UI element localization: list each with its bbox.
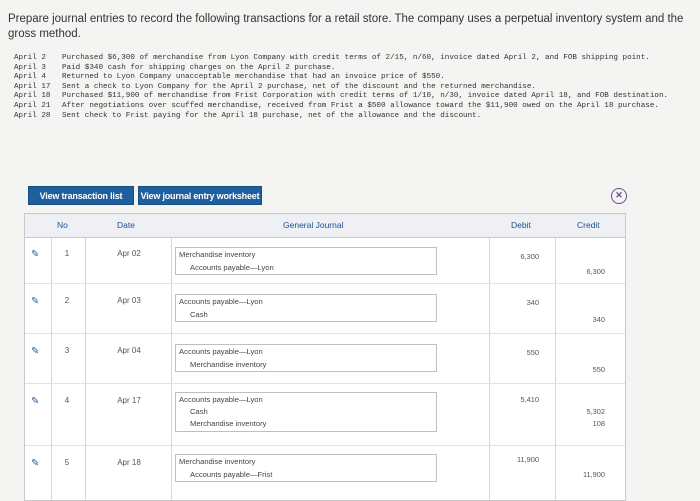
table-header <box>25 214 626 238</box>
transaction-text: Sent a check to Lyon Company for the April 2 purchase, net of the discount and the returned merchandise. <box>62 82 536 91</box>
pencil-icon[interactable]: ✎ <box>31 346 40 357</box>
credit-amount: 6,300 <box>586 267 605 276</box>
transaction-item <box>14 92 694 102</box>
account-field[interactable] <box>175 294 437 322</box>
transaction-text: Purchased $6,300 of merchandise from Lyon Company with credit terms of 2/15, n/60, invoice dated April 2, and FOB shipping point. <box>62 54 650 62</box>
transaction-date: April 18 <box>14 92 51 101</box>
debit-amount: 340 <box>526 298 539 307</box>
transaction-text: Purchased $11,900 of merchandise from Frist Corporation with credit terms of 1/10, n/30, invoice dated April 18, and FOB destination. <box>62 92 669 101</box>
instructions-text: Prepare journal entries to record the following transactions for a retail store. The company uses a perpetual inventory system and the gross method. <box>8 13 684 40</box>
entry-number: 4 <box>64 396 70 405</box>
transaction-date: April 17 <box>14 82 51 91</box>
transaction-text: Paid $340 cash for shipping charges on the April 2 purchase. <box>62 63 336 72</box>
credit-account: Cash <box>190 407 208 416</box>
account-field[interactable] <box>175 454 437 482</box>
credit-account: Cash <box>190 310 208 319</box>
credit-amount: 550 <box>592 365 605 374</box>
view-transaction-list-button[interactable]: View transaction list <box>28 186 134 205</box>
transaction-item <box>14 112 694 122</box>
debit-account: Accounts payable—Lyon <box>179 347 263 356</box>
debit-account: Accounts payable—Lyon <box>179 297 263 306</box>
entry-number: 3 <box>64 346 70 355</box>
entry-date: Apr 18 <box>117 458 141 467</box>
header-debit: Debit <box>511 220 531 230</box>
transaction-date: April 28 <box>14 111 51 120</box>
credit-amount: 11,900 <box>582 470 605 479</box>
pencil-icon[interactable]: ✎ <box>31 249 40 260</box>
close-circle-icon[interactable]: ✕ <box>611 188 627 204</box>
table-row <box>25 384 626 446</box>
credit-amount: 5,302 <box>586 407 605 416</box>
entry-number: 2 <box>64 296 70 305</box>
entry-date: Apr 17 <box>117 396 141 405</box>
debit-amount: 6,300 <box>520 252 539 261</box>
debit-account: Merchandise inventory <box>179 457 256 466</box>
account-field[interactable] <box>175 392 437 432</box>
credit-account: Accounts payable—Lyon <box>190 263 274 272</box>
header-general-journal: General Journal <box>283 220 344 230</box>
credit-account: Merchandise inventory <box>190 360 267 369</box>
transaction-item <box>14 64 694 74</box>
view-journal-worksheet-button[interactable]: View journal entry worksheet <box>138 186 262 205</box>
transaction-text: Returned to Lyon Company unacceptable merchandise that had an invoice price of $550. <box>62 73 445 82</box>
credit-amount: 108 <box>592 419 605 428</box>
transaction-date: April 21 <box>14 101 51 110</box>
entry-number: 5 <box>64 458 70 467</box>
credit-amount: 340 <box>592 315 605 324</box>
transaction-item <box>14 102 694 112</box>
transaction-text: Sent check to Frist paying for the April 18 purchase, net of the allowance and the discount. <box>62 111 482 120</box>
transaction-date: April 2 <box>14 54 46 62</box>
debit-amount: 5,410 <box>520 395 539 404</box>
transaction-date: April 4 <box>14 73 46 82</box>
header-credit: Credit <box>577 220 600 230</box>
account-field[interactable] <box>175 344 437 372</box>
journal-table <box>24 213 626 501</box>
table-row <box>25 446 626 492</box>
entry-date: Apr 03 <box>117 296 141 305</box>
entry-date: Apr 04 <box>117 346 141 355</box>
entry-number: 1 <box>64 249 70 258</box>
pencil-icon[interactable]: ✎ <box>31 396 40 407</box>
transaction-list <box>14 54 694 121</box>
table-row <box>25 334 626 384</box>
table-row <box>25 284 626 334</box>
transaction-date: April 3 <box>14 63 46 72</box>
header-date: Date <box>117 220 135 230</box>
credit-account: Accounts payable—Frist <box>190 470 273 479</box>
table-row <box>25 238 626 284</box>
transaction-item <box>14 73 694 83</box>
debit-amount: 11,900 <box>516 455 539 464</box>
debit-account: Merchandise inventory <box>179 250 256 259</box>
entry-date: Apr 02 <box>117 249 141 258</box>
debit-account: Accounts payable—Lyon <box>179 395 263 404</box>
account-field[interactable] <box>175 247 437 275</box>
pencil-icon[interactable]: ✎ <box>31 296 40 307</box>
transaction-item <box>14 83 694 93</box>
debit-amount: 550 <box>526 348 539 357</box>
transaction-text: After negotiations over scuffed merchandise, received from Frist a $500 allowance toward the $11,900 owed on the April 18 purchase. <box>62 101 659 110</box>
transaction-item <box>14 54 694 64</box>
credit-account: Merchandise inventory <box>190 419 267 428</box>
pencil-icon[interactable]: ✎ <box>31 458 40 469</box>
header-no: No <box>57 220 68 230</box>
